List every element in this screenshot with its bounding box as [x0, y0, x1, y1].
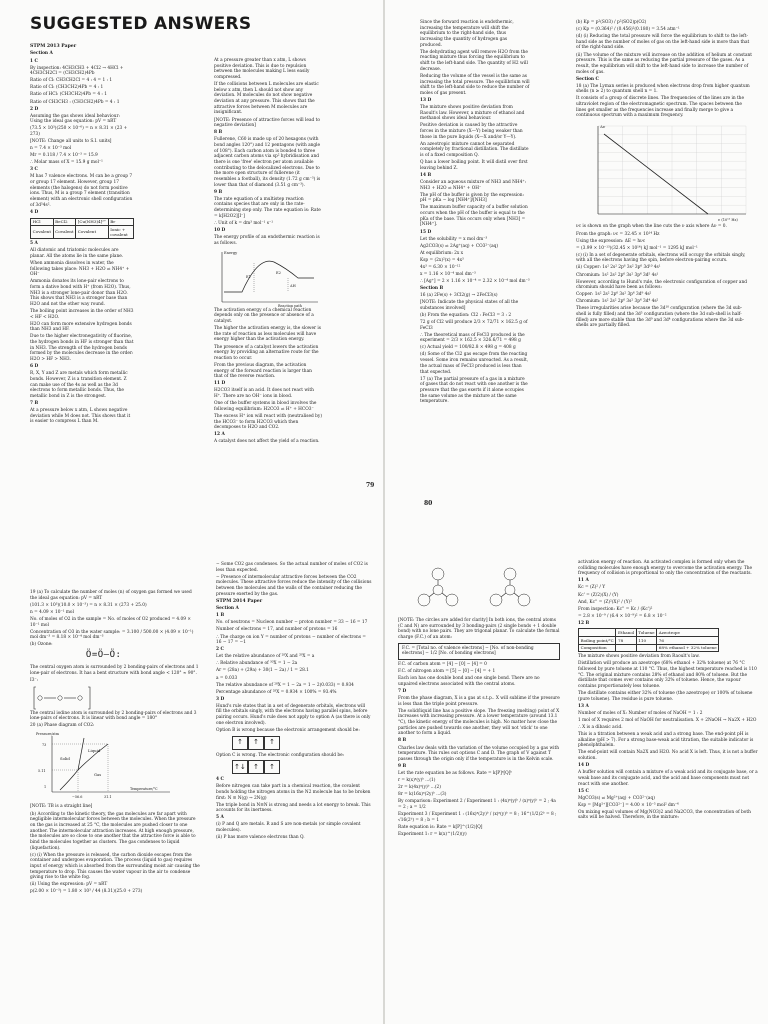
- question-label: 5 A: [216, 815, 224, 821]
- question-label: Section A: [216, 606, 239, 612]
- table-cell: [636, 644, 657, 652]
- column-right-2: [576, 20, 752, 331]
- question-label: 14 B: [420, 172, 432, 178]
- answer-text: At equilibrium: 2x x: [420, 250, 464, 256]
- answer-text: The excess H⁺ ion will react with (neutralised by) the HCO3⁻ to form H2CO3 which then decomposes to H2O and CO2.: [214, 413, 323, 431]
- answer-text: From the phase diagram, X is a gas at s.t.p.. X will sublime if the pressure is less than the triple point pressure.: [398, 695, 560, 707]
- question-label: 13 D: [420, 97, 432, 103]
- question-label: 10 D: [214, 227, 226, 233]
- answer-text: a = 0.033: [216, 675, 238, 681]
- answer-text: n = 7.4 × 10⁻³ mol: [30, 146, 72, 152]
- table-header-cell: BeCl2: [53, 218, 76, 226]
- answer-text: 19 (a) To calculate the number of moles (n) of oxygen gas formed we used the ideal gas equation: pV = nRT: [30, 590, 192, 601]
- column-left-1: [30, 590, 200, 897]
- page-title: SUGGESTED ANSWERS: [30, 14, 252, 34]
- answer-text: Ar = (28a) + (29a) + 30(1 − 2a) / 1 = 28.1: [216, 668, 309, 674]
- answer-text: A buffer solution will contain a mixture of a weak acid and its conjugate base, or a weak base and its conjugate acid, and the acid and base components must not react with one another.: [578, 770, 758, 787]
- azeotrope-table: [578, 628, 719, 652]
- answer-text: At a pressure below x atm, L shows negative deviation while M does not. This shows that it is easier to compress L than M.: [30, 408, 131, 425]
- answer-text: F.C. of carbon atom = [4] − [0] − [4] = 0: [398, 662, 487, 668]
- answer-text: (ii) Copper: 1s² 2s² 2p⁶ 3s² 3p⁶ 3d¹⁰ 4s¹: [576, 265, 661, 271]
- answer-text: 4x³ = 6.30 × 10⁻¹²: [420, 264, 461, 270]
- answer-text: The rate equation of a multistep reaction contains species that are only in the rate-determining step only. The rate equation is: Rate = k[H2O2][I⁻]: [214, 196, 321, 219]
- answer-text: Distillation will produce an azeotrope (68% ethanol + 32% toluene) at 76 °C followed by pure toluene at 110 °C. Thus, the highest temperature reached is 110 °C. The original mixture contains 28% of ethanol and 80% of toluene. But the distillate that comes over contains only 32% of toluene. Hence, the vapour contains proportionately less toluene.: [578, 661, 757, 689]
- pressure-tick-73: 73: [42, 743, 47, 748]
- reaction-path-label: Reaction path: [278, 303, 302, 308]
- answer-text: Number of moles of X: Number of moles of NaOH = 1 : 2: [578, 710, 703, 716]
- answer-text: (b) Kp = p²(SO3) / p²(SO2)p(O2): [576, 20, 647, 25]
- frequency-difference-graph: [576, 120, 752, 224]
- answer-text: By inspection: 4CH3CH3 + 4Cl2 → 4HCl + 4CH3CH2Cl = (CH3CH2)4Pb: [30, 65, 124, 77]
- answer-text: The activation energy of a chemical reaction depends only on the presence or absence of a catalyst.: [214, 307, 314, 325]
- answer-text: M has 7 valence electrons. M can be a group 7 or group 17 element. However, group 17 elements (the halogens) do not form positive ions. Thus, M is a group 7 element (transition element) with an electronic shell configuration of 3d⁵4s².: [30, 174, 133, 208]
- answer-text: The distillate contains either 32% of toluene (the azeotrope) or 100% of toluene (pure toluene). The residue is pure toluene.: [578, 691, 753, 702]
- answer-text: The mixture shows positive deviation from Raoult's law.: [578, 654, 700, 660]
- question-label: 1 C: [30, 58, 38, 64]
- bracket-left: [34, 687, 36, 709]
- question-label: 11 A: [578, 578, 589, 584]
- answer-text: (d) (i) Reducing the total pressure will force the equilibrium to shift to the left-hand side as the number of moles of gas on the left-hand side is more than that of the right-hand side.: [576, 34, 750, 51]
- answer-text: 20 (a) Phase diagram of CO2:: [30, 723, 95, 729]
- answer-text: Before nitrogen can take part in a chemical reaction, the covalent bonds holding the nitrogen atoms in the N2 molecule has to be broken first: N ≡ N(g) → 2N(g): [216, 784, 371, 801]
- answer-text: ∴ [Ag⁺] = 2 × 1.16 × 10⁻⁴ = 2.32 × 10⁻⁴ mol dm⁻³: [420, 278, 530, 284]
- table-header-cell: [579, 629, 616, 637]
- iodine-atom: [58, 695, 62, 699]
- answer-text: Using the expression: ΔE = hνc: [576, 238, 646, 244]
- liquid-region-label: Liquid: [88, 748, 101, 754]
- temperature-axis-label: Temperature/°C: [130, 787, 158, 792]
- answer-text: (ii) Using the expression: pV = nRT: [30, 882, 108, 888]
- answer-text: 16 (a) 2Fe(s) + 3Cl2(g) → 2FeCl3(s): [420, 293, 498, 299]
- answer-text: (ii) The volume of the mixture will increase on the addition of helium at constant pressure. This is the same as reducing the partial pressure of the gases. As a result, the equilibrium will shift to the left-hand side to increase the number of moles of gas.: [576, 52, 753, 75]
- question-label: 8 B: [214, 130, 223, 136]
- table-header-cell: Ethanol: [616, 629, 636, 637]
- answer-text: Rate equation is: Rate = k[P]^(1/2)[Q]: [398, 824, 483, 830]
- answer-text: By comparison: Experiment 2 / Experiment 1 : (4x)ᵃ(y)ᵇ / (x)ᵃ(y)ᵇ = 2 ; 4a = 2 ; a = 1/2: [398, 799, 556, 810]
- orbital-box: ↑: [264, 760, 280, 774]
- table-cell: Covalent: [31, 226, 54, 239]
- solid-region-label: Solid: [60, 756, 70, 762]
- answer-text: From inspection: Kc'' = Kc / (Kc')²: [578, 606, 653, 612]
- answer-text: Kc = (Z)² / Y: [578, 585, 606, 591]
- answer-text: Let the relative abundance of ²⁸X and ²⁹X = a: [216, 654, 315, 660]
- answer-text: At a pressure greater than x atm, L shows positive deviation. This is due to repulsion between the molecules making L less easily compressed.: [214, 58, 310, 81]
- table-cell: 76: [657, 637, 719, 645]
- page-number-left: 79: [366, 482, 375, 489]
- column-left-2: [216, 562, 372, 842]
- answer-text: Ammonia donates its lone-pair electrons to form a dative bond with H⁺ (from H2O). Thus, NH3 is a stronger lone-pair donor than H2O. This shows that NH3 is a stronger base than H2O and not the other way round.: [30, 279, 131, 307]
- answer-text: (c) Kp = (0.364)² / (0.456)²(0.180) = 3.54 atm⁻¹: [576, 27, 680, 33]
- answer-text: (73.5 × 10³)(250 × 10⁻⁶) = n × 8.31 × (23 + 273): [30, 126, 128, 138]
- question-label: 3 C: [30, 167, 38, 173]
- answer-text: Mr = 0.118 / 7.4 × 10⁻³ = 15.9: [30, 153, 98, 159]
- answer-text: Due to the higher electronegativity of fluorine, the hydrogen bonds in HF is stronger than that in NH3. The strength of the hydrogen bonds formed by the molecules decrease in the order: H2O > HF > NH3.: [30, 334, 134, 363]
- answer-text: Reducing the volume of the vessel is the same as increasing the total pressure. The equilibrium will shift to the left-hand side to reduce the number of moles of gas present.: [420, 73, 530, 96]
- table-header-cell: [Cu(NH3)4]²⁺: [76, 218, 109, 226]
- iodine-atom: [38, 695, 42, 699]
- carbonate-nitrate-structures: [398, 560, 548, 618]
- question-label: 12 B: [578, 620, 590, 626]
- table-header-cell: HCl: [31, 218, 54, 226]
- answer-text: − Some CO2 gas condenses. So the actual number of moles of CO2 is less than expected.: [216, 562, 368, 573]
- answer-text: F.C. of nitrogen atom = [5] − [0] − [4] = + 1: [398, 669, 496, 675]
- e1-label: E1: [246, 274, 251, 279]
- answer-text: 1 mol of X requires 2 mol of NaOH for neutralisation. X + 2NaOH → Na2X + H2O: [578, 717, 757, 723]
- answer-text: (101.3 × 10³)(10.0 × 10⁻³) = n × 8.31 × (273 + 25.0): [30, 602, 147, 608]
- orbital-box: ↑↓: [232, 760, 248, 774]
- answer-text: R, X, Y and Z are metals which form metallic bonds. However, Z is a transition element. Z can make use of the 4s as well as the 3d electrons to form metallic bonds. Thus, the metallic bond in Z is the strongest.: [30, 371, 128, 399]
- question-label: Section C: [576, 76, 599, 82]
- bond: [514, 593, 519, 597]
- answer-text: The presence of a catalyst lowers the activation energy by providing an alternative route for the reaction to occur.: [214, 344, 319, 361]
- table-cell: Covalent: [76, 226, 109, 239]
- question-label: 4 D: [30, 209, 39, 215]
- page-gutter: [383, 0, 385, 512]
- question-label: 15 C: [578, 788, 589, 794]
- answer-text: ∴ The theoretical mass of FeCl3 produced is the experiment = 2/3 × 162.5 × 326.6/71 = 498 g: [420, 332, 525, 344]
- question-label: 11 D: [214, 381, 226, 387]
- triiodide-structure: [30, 685, 100, 711]
- answer-text: (c) (i) In a set of degenerate orbitals, electrons will occupy the orbitals singly, with all the electrons having the spin, before electron-pairing occurs.: [576, 252, 746, 264]
- answer-text: The end-point will contain Na2X and H2O. No acid X is left. Thus, it is not a buffer solution.: [578, 750, 758, 762]
- answer-text: Option B is wrong because the electronic arrangement should be:: [216, 727, 360, 733]
- question-label: 1 B: [216, 613, 225, 619]
- answer-text: (d) Some of the Cl2 gas escape from the reacting vessel. Some iron remains unreacted. As a result, the actual mass of FeCl3 produced is less than that expected.: [420, 352, 529, 375]
- question-label: 3 D: [216, 696, 225, 702]
- answer-text: Ksp = (2x)²(x) = 4x³: [420, 257, 464, 263]
- answer-text: (c) (i) When the pressure is released, the carbon dioxide escapes from the container and undergoes evaporation. The process (liquid to gas) requires input of energy which is absorbed from the surrounding moist air causing the temperature to drop. This causes the water vapour in the air to condense giving rise to the white fog.: [30, 852, 200, 881]
- answer-text: ∴ The charge on ion Y = number of protons − number of electrons = 16 − 17 = −1: [216, 634, 366, 646]
- answer-text: Consider an aqueous mixture of NH3 and NH4⁺: NH3 + H2O ⇌ NH4⁺ + OH⁻: [420, 179, 527, 191]
- co2-phase-diagram: [30, 730, 180, 804]
- oxygen-circle: [418, 594, 430, 606]
- column-right-1: [398, 560, 560, 839]
- question-label: Section B: [420, 286, 444, 292]
- question-label: Section A: [30, 51, 53, 57]
- table-cell: Boiling point/°C: [579, 637, 616, 645]
- answer-text: 8r = k(16x)ᵃ(2y)ᵇ ...(3): [398, 792, 447, 798]
- answer-text: From the previous diagram, the activation energy of the forward reaction is larger than that of the reverse reaction.: [214, 362, 312, 380]
- answer-text: Hund's rule states that in a set of degenerate orbitals, electrons will fill the orbitals singly, with the electrons having parallel spins, before pairing occurs. Hund's rule does not apply to option A (as there is only one electron involved).: [216, 703, 371, 726]
- answer-text: MgCO3(s) ⇌ Mg²⁺(aq) + CO3²⁻(aq): [578, 795, 655, 801]
- answer-text: ∴ X is a dibasic acid.: [578, 724, 623, 730]
- answer-text: The central oxygen atom is surrounded by 2 bonding-pairs of electrons and 1 lone-pair of electrons. It has a bent structure with bond angle < 120° ≈ 90°.: [30, 664, 199, 676]
- pressure-tick-1: 1: [44, 785, 47, 790]
- answer-text: Fullerene, C60 is made up of 20 hexagons (with bond angles 120°) and 12 pentagons (with angle of 108°). Each carbon atom is bonded to three adjacent carbon atoms via sp² hybridisation and there is one 'free' electron per atom available contributing to the delocalized electrons. Due to the more open structure of fullerene (it resembles a football), its density (1.72 g cm⁻³) is lower than that of diamond (3.51 g cm⁻³).: [214, 137, 321, 188]
- question-label: 4 C: [216, 777, 224, 783]
- answer-text: It consists of a group of discrete lines. The frequencies of the lines are in the ultraviolet region of the electromagnetic spectrum. The spaces between the lines get smaller as the frequencies increase and finally merge to give a continuous spectrum with a maximum frequency.: [576, 96, 744, 119]
- answer-text: Ag2CO3(s) ⇌ 2Ag⁺(aq) + CO3²⁻(aq): [420, 243, 499, 249]
- answer-text: Positive deviation is caused by the attractive forces in the mixture (X—Y) being weaker than those in the pure liquids (X—X and/or Y—Y).: [420, 123, 523, 140]
- orbital-box: ↑: [248, 736, 264, 750]
- bracket-right: [88, 687, 90, 709]
- answer-text: p(2.00 × 10⁻³) = 1.80 × 10³ / 44 (8.31)(25.0 + 273): [30, 889, 143, 895]
- answer-text: One of the buffer systems in blood involves the following equilibrium: H2CO3 ⇌ H⁺ + HCO3⁻: [214, 401, 317, 412]
- answer-text: The triple bond in N≡N is strong and needs a lot energy to break. This accounts for its inertness.: [216, 802, 371, 814]
- answer-text: [NOTE: Presence of attractive forces will lead to negative deviation]: [214, 117, 320, 129]
- answer-text: H2CO3 itself is an acid. It does not react with H⁺. There are no OH⁻ ions in blood.: [214, 388, 314, 400]
- y-axis-label: Δν: [600, 124, 606, 130]
- answer-text: Ratio of Cl: (CH3CH2)4Pb = 4 : 1: [30, 85, 104, 91]
- question-label: 12 A: [214, 432, 225, 438]
- answer-text: From the graph: νc = 32.45 × 10¹⁴ Hz: [576, 231, 660, 237]
- answer-text: νc is shown on the graph when the line cuts the ν axis where Δν = 0.: [576, 224, 727, 230]
- answer-text: (b) According to the kinetic theory, the gas molecules are far apart with negligible intermolecular forces between the molecules. When the pressure on the gas is increased at 25 °C, the molecules are pushed closer to one another. The intermolecular attraction increases. At high enough pressure, the molecules are so close to one another that the attractive force is able to bind the molecules together as clusters. The gas condenses to liquid (liquefaction).: [30, 811, 196, 851]
- answer-text: r = k(x)ᵃ(y)ᵇ ...(1): [398, 778, 436, 784]
- answer-text: (c) Actual yield = 100/82.8 × 498 g = 408 g: [420, 345, 516, 351]
- answer-text: An azeotropic mixture cannot be separated completely by fractional distillation. The distillate is of a fixed composition Q.: [420, 141, 529, 159]
- bond: [501, 593, 506, 597]
- central-atom-circle: [505, 585, 515, 595]
- answer-text: Number of electrons = 17, and number of protons = 16: [216, 627, 338, 633]
- question-label: 13 A: [578, 703, 589, 709]
- answer-text: The dehydrating agent will remove H2O from the reacting mixture thus forcing the equilibrium to shift to the left-hand side. The quantity of H2 will decrease.: [420, 49, 528, 72]
- gas-region-label: Gas: [94, 772, 102, 778]
- answer-text: All diatomic and triatomic molecules are planar. All the atoms lie in the same plane.: [30, 248, 124, 259]
- answer-text: activation energy of reaction. An activated complex is formed only when the colliding molecules have enough energy to overcome the activation energy. The frequency of collision is proportional to only the concentration of the reactants.: [578, 560, 753, 577]
- answer-text: ∴ Unit of k = dm³ mol⁻¹ s⁻¹: [214, 220, 273, 226]
- answer-text: When ammonia dissolves in water, the following takes place: NH3 + H2O ⇌ NH4⁺ + OH⁻: [30, 260, 130, 278]
- orbital-boxes: [232, 736, 372, 750]
- bond: [442, 593, 447, 597]
- column-right-2: [578, 560, 758, 823]
- answer-text: Experiment 1: r = k(x)^(1/2)(y): [398, 831, 467, 837]
- pressure-axis-label: Pressure/atm: [36, 732, 59, 737]
- x-axis-label: ν (10¹⁵ Hz): [718, 218, 738, 223]
- answer-text: Ratio of Cl: CH3CH2Cl = 4 : 4 = 1 : 1: [30, 78, 113, 84]
- table-header-cell: Azeotrope: [657, 629, 719, 637]
- orbital-boxes: [232, 760, 372, 774]
- column-left-1: [30, 44, 134, 427]
- answer-text: Kc' = (Z/2)(X) / (Y): [578, 592, 619, 598]
- bond: [429, 593, 434, 597]
- ozone-structure: Ö=Ö–Ö:: [80, 650, 122, 660]
- answer-text: The energy profile of an endothermic reaction is as follows.: [214, 235, 320, 246]
- answer-text: I3⁻:: [30, 677, 39, 683]
- answer-text: ∴ Relative abundance of ³⁰X = 1 − 2a: [216, 661, 298, 667]
- oxygen-circle: [518, 594, 530, 606]
- section-heading: STPM 2013 Paper: [30, 44, 77, 49]
- answer-text: Each ion has one double bond and one single bond. There are no unpaired electrons associated with the central atoms.: [398, 676, 540, 687]
- section-heading: STPM 2014 Paper: [216, 598, 263, 604]
- answer-text: Ksp = [Mg²⁺][CO3²⁻] = 4.00 × 10⁻⁵ mol² dm⁻⁶: [578, 802, 679, 808]
- page-gutter: [383, 512, 385, 1024]
- orbital-box: ↑: [232, 736, 248, 750]
- answer-text: No. of moles of O2 in the sample = No. of moles of O2 produced = 4.09 × 10⁻¹ mol: [30, 616, 191, 628]
- answer-text: The pH of the buffer is given by the expression: pH = pKa − log [NH4⁺]/[NH3]: [420, 192, 524, 204]
- question-label: 15 D: [420, 229, 432, 235]
- iodine-atom: [78, 695, 82, 699]
- column-right-1: [420, 20, 530, 406]
- answer-text: = (3.99 × 10⁻¹³)(32.45 × 10¹⁴) kJ mol⁻¹ = 1295 kJ mol⁻¹: [576, 245, 698, 251]
- table-cell: 78: [616, 637, 636, 645]
- page-number-right: 80: [424, 500, 433, 507]
- oxygen-circle: [432, 568, 444, 580]
- answer-text: A catalyst does not affect the yield of a reaction.: [214, 439, 320, 445]
- temp-tick-31: 31.1: [104, 795, 112, 800]
- question-label: 14 D: [578, 763, 590, 769]
- answer-text: The mixture shows positive deviation from Raoult's law. However, a mixture of ethanol and methanol shows ideal behaviour.: [420, 104, 525, 122]
- question-label: 2 C: [216, 647, 224, 653]
- delta-h-label: ΔH: [290, 283, 296, 288]
- answer-text: (b) From the equation: Cl2 : FeCl3 = 3 : 2: [420, 312, 512, 318]
- energy-axis-label: Energy: [224, 250, 238, 255]
- answer-text: − Presence of intermolecular attractive forces between the CO2 molecules. These attractive forces reduce the intensity of the collisions between the molecules and the walls of the container reducing the pressure exerted by the gas.: [216, 574, 372, 597]
- oxygen-circle: [504, 568, 516, 580]
- answer-text: ∴ Molar mass of X = 15.9 g mol⁻¹: [30, 160, 103, 166]
- answer-text: 2r = k(4x)ᵃ(y)ᵇ ...(2): [398, 785, 441, 791]
- table-cell: 110: [636, 637, 657, 645]
- table-cell: Covalent: [53, 226, 76, 239]
- answer-text: (b) Ozone:: [30, 642, 53, 648]
- answer-text: No. of neutrons = Nucleon number − proton number = 33 − 16 = 17: [216, 620, 368, 626]
- question-label: 7 B: [30, 401, 39, 407]
- answer-text: Chromium: 1s² 2s² 2p⁶ 3s² 3p⁶ 3d⁵ 4s¹: [576, 272, 659, 278]
- bond-type-table: [30, 218, 134, 240]
- table-cell: Composition: [579, 644, 616, 652]
- energy-profile-diagram: [214, 248, 322, 308]
- question-label: 6 D: [30, 364, 39, 370]
- answer-text: Charles law deals with the variation of the volume occupied by a gas with temperature. This rules out options C and D. The graph of V against T passes through the origin only if the temperature is in the Kelvin scale.: [398, 745, 559, 762]
- answer-text: Ratio of HCl: (CH3CH2)4Pb = 4 : 1: [30, 92, 107, 98]
- answer-text: On mixing equal volumes of Mg(NO3)2 and Na2CO3, the concentration of both salts will be halved. Therefore, in the mixture:: [578, 809, 751, 821]
- orbital-box: ↑: [264, 736, 280, 750]
- answer-text: [NOTE: The circles are added for clarity] In both ions, the central atoms (C and N) are surrounded by 3 bonding-pairs (2 single bonds + 1 double bond) with no lone pairs. They are trigonal planar. To calculate the formal charge (F.C.) of an atom:: [398, 618, 560, 641]
- answer-text: Copper: 1s² 2s² 2p⁶ 3s² 3p⁶ 3d⁹ 4s²: [576, 292, 652, 298]
- question-label: 8 B: [398, 738, 407, 744]
- temp-tick-minus56: −56.6: [72, 795, 83, 800]
- e2-label: E2: [276, 270, 281, 275]
- pressure-tick-5: 5.11: [38, 769, 46, 774]
- table-cell: Ionic + covalent: [108, 226, 133, 239]
- bottom-page-spread: [0, 512, 768, 1024]
- answer-text: 18 (a) The Lyman series is produced when electrons drop from higher quantum shells (n ≥ 2) to quantum shell n = 1.: [576, 83, 750, 95]
- column-left-2: [214, 58, 322, 446]
- answer-text: The higher the activation energy is, the slower is the rate of reaction as less molecules will have energy higher than the activation energy.: [214, 326, 321, 343]
- oxygen-circle: [490, 594, 502, 606]
- answer-text: H2O can form more extensive hydrogen bonds than NH3 and HF.: [30, 321, 132, 333]
- answer-text: Let the rate equation be as follows. Rate = k[P]ᵃ[Q]ᵇ: [398, 770, 513, 776]
- answer-text: However, according to Hund's rule, the electronic configuration of copper and chromium should have been as follows:: [576, 279, 748, 291]
- answer-text: Chromium: 1s² 2s² 2p⁶ 3s² 3p⁶ 3d⁴ 4s²: [576, 299, 659, 305]
- answer-text: Concentration of O3 in the water sample: = 3.100 / 500.00 × (4.09 × 10⁻¹) mol dm⁻³ = 8.18 × 10⁻⁴ mol dm⁻³: [30, 629, 194, 641]
- question-label: 7 D: [398, 688, 407, 694]
- answer-text: 72 g of Cl2 will produce 2/3 × 72/71 × 162.5 g of FeCl3: [420, 319, 528, 331]
- answer-text: [NOTE: TB is a straight line]: [30, 804, 93, 810]
- answer-text: These irregularities arise because the 3d¹⁰ configuration (where the 3d sub-shell is fully filled) and the 3d⁵ configuration (where the 3d sub-shell is half-filled) are more stable than the 3d⁹ and 3d⁴ configurations where the 3d sub-shells are partially filled.: [576, 306, 744, 329]
- answer-text: The boiling point increases in the order of NH3 < HF < H2O.: [30, 309, 134, 320]
- question-label: 9 B: [214, 189, 223, 195]
- answer-text: Experiment 3 / Experiment 1 : (16x)ᵃ(2y)ᵇ / (x)ᵃ(y)ᵇ = 8 ; 16^(1/2)2ᵇ = 8 ; √16(2ᵇ) = 8 ; b = 1: [398, 811, 557, 823]
- energy-curve: [224, 261, 314, 292]
- formal-charge-formula-box: F.C. = [Total no. of valence electrons] − [No. of non-bonding electrons] − 1/2 [No. of bonding electrons]: [398, 643, 560, 660]
- answer-text: And, Kc'' = (Z)²(X)² / (Y)²: [578, 599, 632, 605]
- table-header-cell: Br: [108, 218, 133, 226]
- answer-text: Q has a lower boiling point. It will distil over first leaving behind Z.: [420, 160, 528, 171]
- answer-text: The solid/liquid line has a positive slope. The freezing (melting) point of X increases with increasing pressure. At a lower temperature (around 13.1 °C), the kinetic energy of the molecules is high. No matter how close the particles are pushed towards one another, they will not 'stick' to one another to form a liquid.: [398, 708, 560, 737]
- answer-text: = 2.8 × 10⁻⁹ / (6.4 × 10⁻⁹)² = 6.8 × 10⁻²: [578, 613, 667, 619]
- sublimation-curve: [60, 770, 78, 790]
- question-label: 9 B: [398, 763, 407, 769]
- table-cell: 68% ethanol + 32% toluene: [657, 644, 719, 652]
- table-cell: [616, 644, 636, 652]
- answer-text: The central iodine atom is surrounded by 2 bonding-pairs of electrons and 3 lone-pairs of electrons. It is linear with bond angle = 180°: [30, 710, 197, 722]
- answer-text: n = 4.09 × 10⁻¹ mol: [30, 609, 74, 615]
- oxygen-circle: [446, 594, 458, 606]
- answer-text: 17 (a) The partial pressure of a gas in a mixture of gases that do not react with one another is the pressure that the gas exerts if it alone occupies the same volume as the mixture at the same temperature.: [420, 376, 528, 405]
- answer-text: [NOTE: Change all units to S.I. units]: [30, 139, 112, 145]
- answer-text: [NOTE: Indicate the physical states of all the substances involved]: [420, 300, 519, 311]
- central-atom-circle: [433, 585, 443, 595]
- answer-text: Option C is wrong. The electronic configuration should be:: [216, 752, 345, 758]
- answer-text: Percentage abundance of ²⁸X = 0.934 × 100% = 93.4%: [216, 689, 337, 695]
- answer-text: (ii) P has more valence electrons than Q.: [216, 835, 305, 841]
- answer-text: This is a titration between a weak acid and a strong base. The end-point pH is alkaline (pH > 7). For a strong base-weak acid titration, the suitable indicator is phenolphthalein.: [578, 731, 754, 749]
- answer-text: x = 1.16 × 10⁻⁴ mol dm⁻³: [420, 271, 476, 277]
- answer-text: Assuming the gas shows ideal behaviour: Using the ideal gas equation: pV = nRT: [30, 113, 120, 125]
- question-label: 5 A: [30, 241, 38, 247]
- answer-text: Let the solubility = x mol dm⁻³: [420, 236, 488, 242]
- answer-text: Ratio of CH3CH3 : (CH3CH2)4Pb = 4 : 1: [30, 99, 120, 105]
- answer-text: If the collisions between L molecules are elastic below x atm, then L should not show any deviation. M molecules do not show negative deviation at any pressure. This shows that the attractive forces between M molecules are insignificant.: [214, 82, 319, 116]
- question-label: 2 D: [30, 106, 39, 112]
- table-header-cell: Toluene: [636, 629, 657, 637]
- answer-text: (i) P and Q are metals. R and S are non-metals (or simple covalent molecules).: [216, 822, 361, 834]
- answer-text: Since the forward reaction is endothermic, increasing the temperature will shift the equilibrium to the right-hand side, thus increasing the quantity of hydrogen gas produced.: [420, 20, 514, 48]
- answer-text: The relative abundance of ²⁸X = 1 − 2a = 1 − 2(0.033) = 0.934: [216, 682, 354, 688]
- data-line: [604, 134, 708, 214]
- orbital-box: ↑: [248, 760, 264, 774]
- answer-text: The maximum buffer capacity of a buffer solution occurs when the pH of the buffer is equal to the pKa of the base. This occurs only when [NH3] = [NH4⁺].: [420, 205, 528, 228]
